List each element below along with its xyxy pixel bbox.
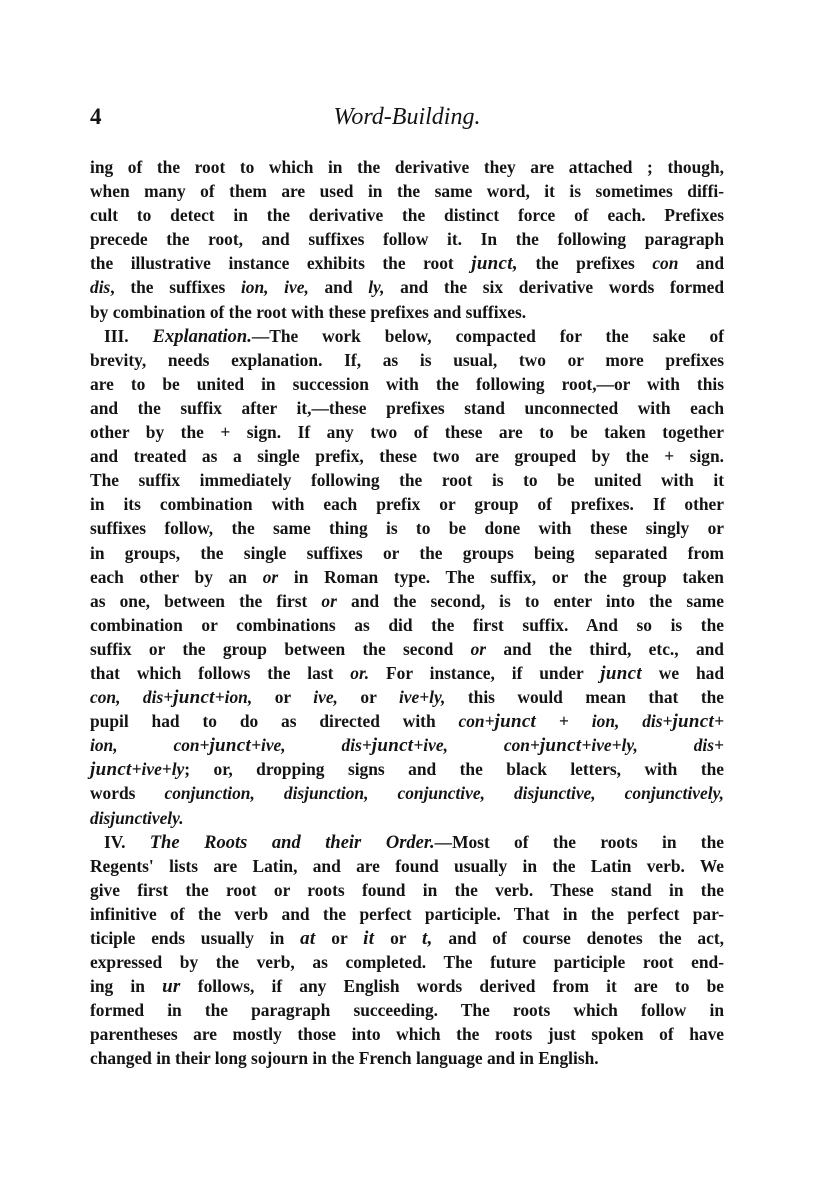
black-letter-root: junct bbox=[600, 662, 642, 684]
black-letter-ending: ur bbox=[162, 976, 181, 998]
text-line: in groups, the single suffixes or the groups being separated from bbox=[90, 542, 724, 563]
text-line: in its combination with each prefix or group of prefixes. If other bbox=[90, 494, 724, 515]
black-letter-ending: t, bbox=[422, 928, 433, 949]
running-title: Word-Building. bbox=[333, 104, 481, 130]
text-line: expressed by the verb, as completed. The future participle root end- bbox=[90, 952, 724, 973]
text-line: brevity, needs explanation. If, as is usual, two or more prefixes bbox=[90, 349, 724, 370]
text-line: give first the root or roots found in the verb. These stand in the bbox=[90, 879, 724, 900]
text-line: are to be united in succession with the following root,—or with this bbox=[90, 373, 724, 394]
text-line: by combination of the root with these prefixes and suffixes. bbox=[90, 301, 527, 322]
text-line: the illustrative instance exhibits the root junct, the prefixes con and bbox=[90, 253, 725, 275]
text-line: suffix or the group between the second or and the third, etc., and bbox=[90, 638, 724, 659]
text-line: con, dis+junct+ion, or ive, or ive+ly, this would mean that the bbox=[90, 687, 724, 709]
black-letter-ending: it bbox=[363, 928, 375, 949]
black-letter-root: junct bbox=[494, 711, 537, 733]
section-heading-line: III. Explanation.—The work below, compacted for the sake of bbox=[104, 325, 724, 347]
text-line: The suffix immediately following the root is to be united with it bbox=[90, 470, 724, 491]
section-heading: Explanation. bbox=[152, 326, 252, 347]
text-line: that which follows the last or. For instance, if under junct we had bbox=[90, 662, 724, 684]
text-line: cult to detect in the derivative the distinct force of each. Prefixes bbox=[90, 205, 724, 226]
text-line: ticiple ends usually in at or it or t, and of course denotes the act, bbox=[90, 928, 724, 949]
text-line: ion, con+junct+ive, dis+junct+ive, con+junct+ive+ly, dis+ bbox=[90, 735, 724, 757]
text-line: other by the + sign. If any two of these are to be taken together bbox=[90, 422, 724, 443]
text-line: when many of them are used in the same word, it is sometimes diffi- bbox=[90, 181, 724, 202]
text-line: ing of the root to which in the derivative they are attached ; though, bbox=[90, 157, 724, 177]
black-letter-root: junct bbox=[672, 711, 715, 733]
text-line: and the suffix after it,—these prefixes stand unconnected with each bbox=[90, 397, 724, 418]
text-line: junct+ive+ly; or, dropping signs and the black letters, with the bbox=[90, 759, 724, 781]
black-letter-ending: at bbox=[300, 928, 316, 949]
black-letter-root: junct bbox=[209, 735, 252, 757]
page-number: 4 bbox=[90, 104, 102, 129]
section-heading: The Roots and their Order. bbox=[149, 832, 435, 853]
text-line: suffixes follow, the same thing is to be done with these singly or bbox=[90, 518, 724, 539]
section-heading-line: IV. The Roots and their Order.—Most of the roots in the bbox=[104, 831, 724, 853]
text-line: formed in the paragraph succeeding. The roots which follow in bbox=[90, 1000, 724, 1021]
text-line: pupil had to do as directed with con+junct + ion, dis+junct+ bbox=[90, 711, 724, 733]
text-line: precede the root, and suffixes follow it. In the following paragraph bbox=[90, 229, 724, 250]
text-line: disjunctively. bbox=[90, 807, 184, 828]
black-letter-root: junct bbox=[173, 687, 215, 709]
text-line: Regents' lists are Latin, and are found usually in the Latin verb. We bbox=[90, 855, 724, 876]
text-line: combination or combinations as did the first suffix. And so is the bbox=[90, 614, 724, 635]
text-line: and treated as a single prefix, these two are grouped by the + sign. bbox=[90, 446, 724, 467]
text-line: ing in ur follows, if any English words derived from it are to be bbox=[90, 976, 724, 998]
body-text bbox=[90, 155, 724, 1071]
text-line: words conjunction, disjunction, conjunctive, disjunctive, conjunctively, bbox=[90, 783, 724, 804]
text-line: changed in their long sojourn in the French language and in English. bbox=[90, 1048, 599, 1069]
text-line: each other by an or in Roman type. The suffix, or the group taken bbox=[90, 566, 724, 587]
text-line: as one, between the first or and the second, is to enter into the same bbox=[90, 590, 724, 611]
running-head bbox=[90, 104, 724, 138]
black-letter-root: junct bbox=[539, 735, 582, 757]
text-line: infinitive of the verb and the perfect participle. That in the perfect par- bbox=[90, 903, 724, 924]
black-letter-root: junct, bbox=[471, 253, 518, 275]
text-line: parentheses are mostly those into which the roots just spoken of have bbox=[90, 1024, 724, 1045]
black-letter-root: junct bbox=[90, 759, 132, 781]
text-line: dis, the suffixes ion, ive, and ly, and the six derivative words formed bbox=[90, 277, 725, 298]
black-letter-root: junct bbox=[371, 735, 414, 757]
